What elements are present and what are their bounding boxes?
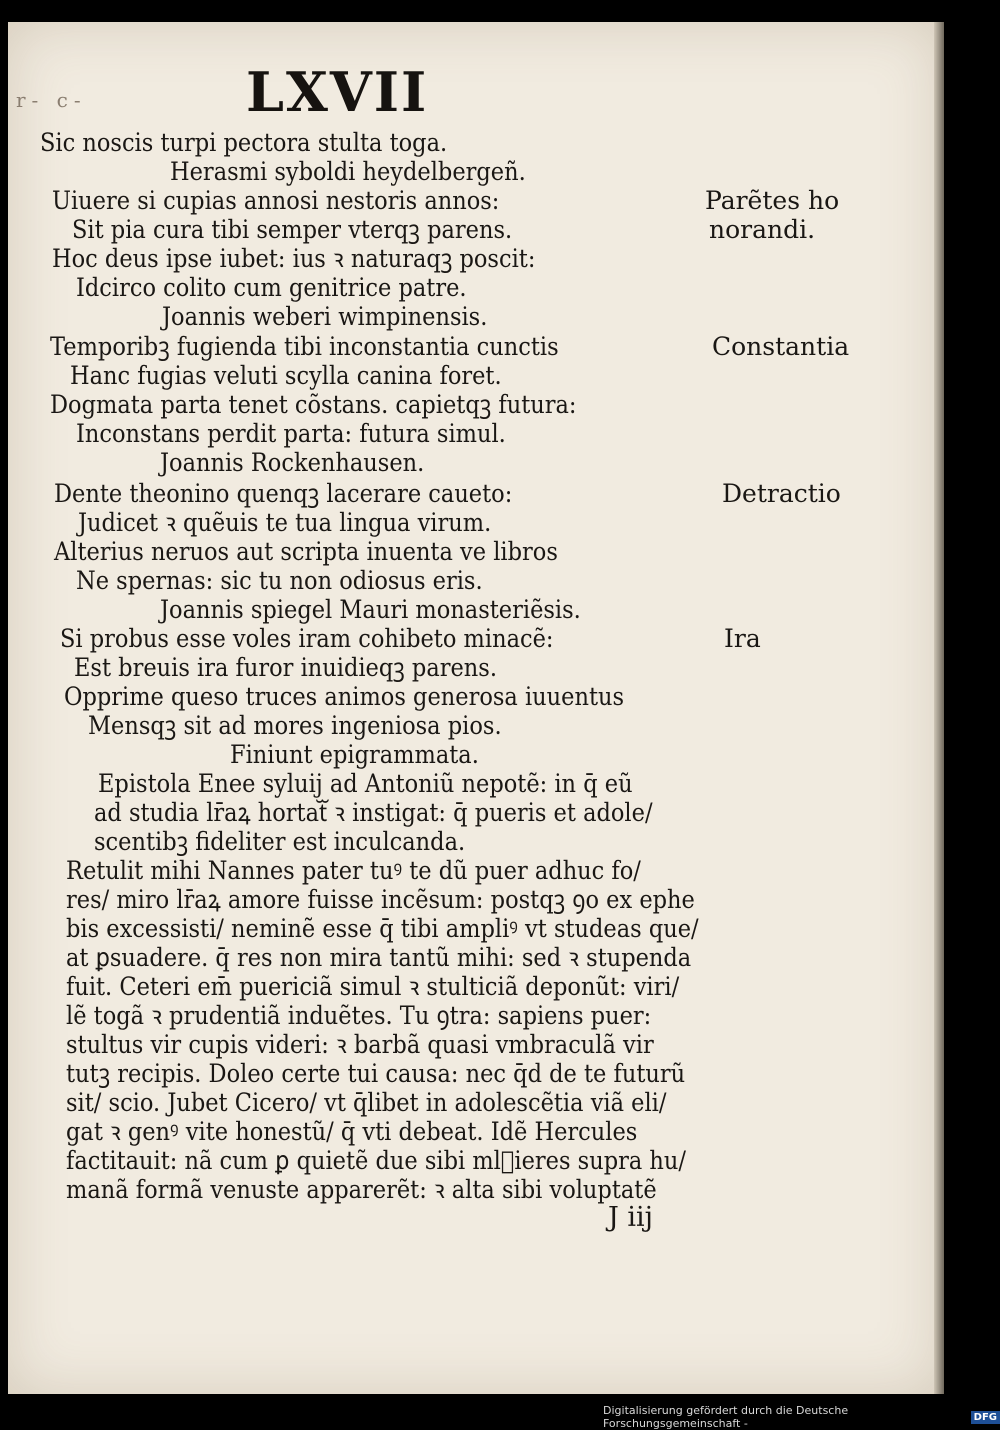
text-line: Temporibꝫ fugienda tibi inconstantia cunctis — [50, 332, 559, 361]
text-line: Sit pia cura tibi semper vterqꝫ parens. — [72, 215, 513, 244]
text-line: tutꝫ recipis. Doleo certe tui causa: nec q̄d de te futurũ — [66, 1059, 686, 1088]
margin-marks: r- c- — [16, 88, 87, 112]
text-line: Epistola Enee syluij ad Antoniũ nepotẽ: in q̄ eũ — [98, 769, 633, 798]
text-line: Opprime queso truces animos generosa iuuentus — [64, 682, 625, 711]
text-line: stultus vir cupis videri: ꝛ barbã quasi vmbraculã vir — [66, 1030, 654, 1059]
text-line: Joannis weberi wimpinensis. — [162, 302, 488, 331]
text-line: manã formã venuste apparerẽt: ꝛ alta sibi voluptatẽ — [66, 1175, 657, 1204]
text-line: scentibꝫ fideliter est inculcanda. — [94, 827, 466, 856]
text-line: Uiuere si cupias annosi nestoris annos: — [52, 186, 500, 215]
text-line: lẽ togã ꝛ prudentiã induẽtes. Tu ꝯtra: sapiens puer: — [66, 1001, 652, 1030]
text-line: Finiunt epigrammata. — [230, 740, 479, 769]
text-line: Si probus esse voles iram cohibeto minacẽ: — [60, 624, 554, 653]
text-line: at ꝑsuadere. q̄ res non mira tantũ mihi: sed ꝛ stupenda — [66, 943, 692, 972]
text-line: fuit. Ceteri em̄ puericiã simul ꝛ stulticiã deponũt: viri/ — [66, 972, 680, 1001]
text-line: Dente theonino quenqꝫ lacerare caueto: — [54, 479, 513, 508]
text-line: Hoc deus ipse iubet: ius ꝛ naturaqꝫ poscit: — [52, 244, 536, 273]
signature-mark: J iij — [608, 1202, 654, 1233]
text-line: Hanc fugias veluti scylla canina foret. — [70, 361, 502, 390]
text-line: Joannis Rockenhausen. — [160, 448, 425, 477]
margin-note: Parẽtes ho — [705, 186, 840, 215]
text-line: Ne spernas: sic tu non odiosus eris. — [76, 566, 483, 595]
page-edge-shadow — [934, 22, 944, 1394]
text-line: sit/ scio. Jubet Cicero/ vt q̄libet in adolescẽtia viã eli/ — [66, 1088, 667, 1117]
text-line: Idcirco colito cum genitrice patre. — [76, 273, 467, 302]
text-line: res/ miro lr̄aꝝ amore fuisse incẽsum: postqꝫ ꝯo ex ephe — [66, 885, 695, 914]
text-line: Herasmi syboldi heydelbergeñ. — [170, 157, 526, 186]
text-line: gat ꝛ genꝰ vite honestũ/ q̄ vti debeat. Idẽ Hercules — [66, 1117, 638, 1146]
text-line: Joannis spiegel Mauri monasteriẽsis. — [160, 595, 581, 624]
text-line: Retulit mihi Nannes pater tuꝰ te dũ puer adhuc fo/ — [66, 856, 641, 885]
folio-number: LXVII — [246, 60, 429, 124]
margin-note: Constantia — [712, 332, 850, 361]
dfg-logo-icon: DFG — [971, 1411, 1000, 1424]
text-line: bis excessisti/ neminẽ esse q̄ tibi ampliꝰ vt studeas que/ — [66, 914, 699, 943]
text-line: ad studia lr̄aꝝ hortatᷓ ꝛ instigat: q̄ pueris et adole/ — [94, 798, 653, 827]
text-line: Inconstans perdit parta: futura simul. — [76, 419, 506, 448]
text-line: Judicet ꝛ quẽuis te tua lingua virum. — [78, 508, 492, 537]
text-line: Mensqꝫ sit ad mores ingeniosa pios. — [88, 711, 502, 740]
margin-note: Ira — [724, 624, 761, 653]
text-line: Alterius neruos aut scripta inuenta ve libros — [54, 537, 558, 566]
text-line: factitauit: nã cum ꝑ quietẽ due sibi mlᷓieres supra hu/ — [66, 1146, 686, 1175]
text-line: Sic noscis turpi pectora stulta toga. — [40, 128, 448, 157]
text-line: Est breuis ira furor inuidieqꝫ parens. — [74, 653, 497, 682]
margin-note: Detractio — [722, 479, 841, 508]
margin-note: norandi. — [709, 215, 816, 244]
footer-credit — [603, 1404, 1000, 1430]
text-line: Dogmata parta tenet cõstans. capietqꝫ futura: — [50, 390, 577, 419]
funding-credit: Digitalisierung gefördert durch die Deutsche Forschungsgemeinschaft - — [603, 1404, 849, 1430]
